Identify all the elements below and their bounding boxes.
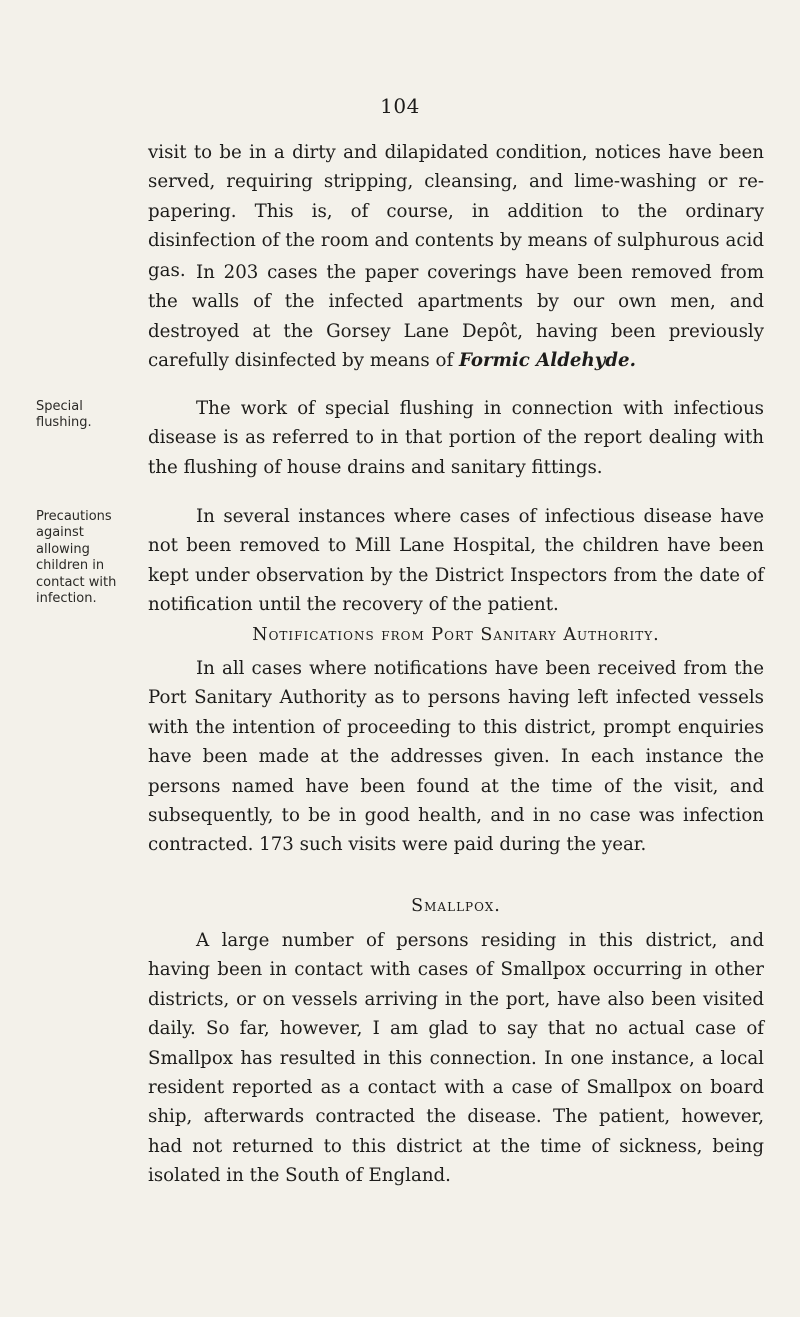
paragraph-2-text: In 203 cases the paper coverings have been removed from the walls of the infected apartments by our own men, and destroyed at the Gorsey Lane Depôt, having been previously carefully disinfected by means of [148, 262, 764, 372]
paragraph-6: A large number of persons residing in this district, and having been in contact with cases of Smallpox occurring in other districts, or on vessels arriving in the port, have also been visited daily. So far, however, I am glad to say that no actual case of Smallpox has resulted in this connection. In one instance, a local resident reported as a contact with a case of Smallpox on board ship, afterwards contracted the disease. The patient, however, had not returned to this district at the time of sickness, being isolated in the South of England. [148, 930, 764, 1187]
margin-note-special-flushing: Special flushing. [36, 399, 92, 431]
heading-smallpox: Smallpox. [411, 896, 501, 916]
paragraph-2-block [148, 258, 764, 376]
paragraph-4: In several instances where cases of infectious disease have not been removed to Mill Lane Hospital, the children have been kept under observation by the District Inspectors from the date of notification until the recovery of the patient. [148, 506, 764, 616]
page-number: 104 [380, 94, 420, 118]
paragraph-5: In all cases where notifications have been received from the Port Sanitary Authority as to persons having left infected vessels with the intention of proceeding to this district, prompt enquiries have been made at the addresses given. In each instance the persons named have been found at the time of the visit, and subsequently, to be in good health, and in no case was infection contracted. 173 such visits were paid during the year. [148, 658, 764, 856]
paragraph-5-block [148, 654, 764, 860]
paragraph-3: The work of special flushing in connection with infectious disease is as referred to in that portion of the report dealing with the flushing of house drains and sanitary fittings. [148, 398, 764, 478]
margin-note-precautions: Precautions against allowing children in contact with infection. [36, 509, 117, 607]
paragraph-1: visit to be in a dirty and dilapidated condition, notices have been served, requiring stripping, cleansing, and lime-washing or re-papering. This is, of course, in addition to the ordinary disinfection of the room and contents by means of sulphurous acid gas. [148, 142, 764, 281]
paragraph-3-block [148, 394, 764, 482]
paragraph-6-block [148, 926, 764, 1191]
heading-port-sanitary: Notifications from Port Sanitary Authority. [252, 625, 660, 645]
paragraph-4-block [148, 502, 764, 620]
formic-aldehyde: Formic Aldehyde. [458, 350, 636, 372]
paragraph-2 [148, 258, 764, 376]
